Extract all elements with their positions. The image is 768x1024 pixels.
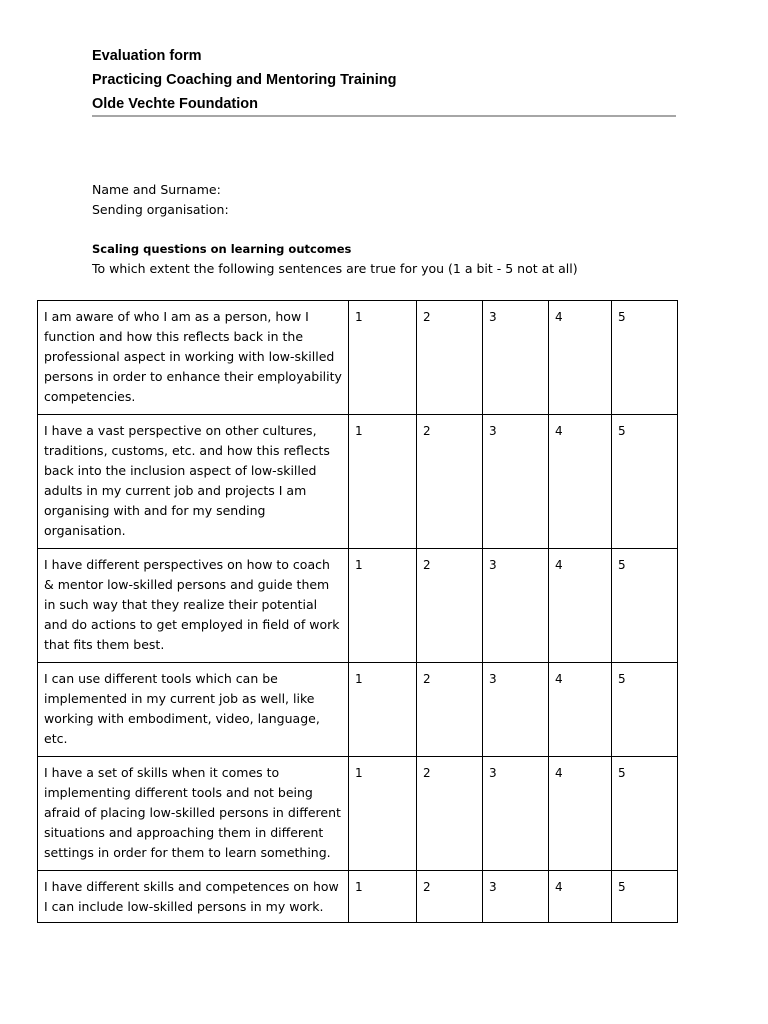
table-row: [38, 549, 678, 663]
score-cell-5[interactable]: 5: [612, 663, 678, 757]
statement-cell: I am aware of who I am as a person, how I function and how this reflects back in the professional aspect in working with low-skilled persons in order to enhance their employability competencies.: [38, 301, 349, 415]
score-cell-4[interactable]: 4: [549, 663, 612, 757]
score-cell-1[interactable]: 1: [349, 301, 417, 415]
table-row: [38, 301, 678, 415]
score-cell-5[interactable]: 5: [612, 757, 678, 871]
score-cell-3[interactable]: 3: [483, 415, 549, 549]
table-row: [38, 415, 678, 549]
statement-cell: I have different perspectives on how to coach & mentor low-skilled persons and guide them in such way that they realize their potential and do actions to get employed in field of work that fits them best.: [38, 549, 349, 663]
score-cell-3[interactable]: 3: [483, 663, 549, 757]
score-cell-2[interactable]: 2: [417, 415, 483, 549]
table-row: [38, 871, 678, 923]
score-cell-5[interactable]: 5: [612, 871, 678, 923]
score-cell-5[interactable]: 5: [612, 415, 678, 549]
section-heading: Scaling questions on learning outcomes: [92, 242, 352, 256]
organisation-title: Olde Vechte Foundation: [92, 96, 258, 112]
score-cell-2[interactable]: 2: [417, 301, 483, 415]
score-cell-4[interactable]: 4: [549, 415, 612, 549]
score-cell-4[interactable]: 4: [549, 757, 612, 871]
statement-cell: I have different skills and competences on how I can include low-skilled persons in my work.: [38, 871, 349, 923]
document-header: [92, 44, 676, 116]
score-cell-1[interactable]: 1: [349, 415, 417, 549]
header-divider: [92, 115, 676, 117]
score-cell-2[interactable]: 2: [417, 757, 483, 871]
score-cell-1[interactable]: 1: [349, 663, 417, 757]
score-cell-3[interactable]: 3: [483, 301, 549, 415]
sending-organisation-label: Sending organisation:: [92, 202, 229, 217]
score-cell-1[interactable]: 1: [349, 549, 417, 663]
score-cell-1[interactable]: 1: [349, 871, 417, 923]
score-cell-3[interactable]: 3: [483, 757, 549, 871]
statement-cell: I can use different tools which can be implemented in my current job as well, like working with embodiment, video, language, etc.: [38, 663, 349, 757]
table-row: [38, 663, 678, 757]
statement-cell: I have a set of skills when it comes to implementing different tools and not being afraid of placing low-skilled persons in different situations and approaching them in different settings in order for them to learn something.: [38, 757, 349, 871]
scaling-questions-table: [37, 300, 678, 923]
score-cell-4[interactable]: 4: [549, 549, 612, 663]
score-cell-3[interactable]: 3: [483, 871, 549, 923]
score-cell-1[interactable]: 1: [349, 757, 417, 871]
score-cell-2[interactable]: 2: [417, 871, 483, 923]
table-row: [38, 757, 678, 871]
score-cell-5[interactable]: 5: [612, 301, 678, 415]
training-title: Practicing Coaching and Mentoring Training: [92, 72, 397, 88]
form-title: Evaluation form: [92, 48, 202, 64]
score-cell-2[interactable]: 2: [417, 549, 483, 663]
participant-fields: [92, 180, 229, 220]
statement-cell: I have a vast perspective on other cultures, traditions, customs, etc. and how this reflects back into the inclusion aspect of low-skilled adults in my current job and projects I am organising with and for my sending organisation.: [38, 415, 349, 549]
score-cell-3[interactable]: 3: [483, 549, 549, 663]
name-surname-label: Name and Surname:: [92, 182, 221, 197]
score-cell-5[interactable]: 5: [612, 549, 678, 663]
score-cell-4[interactable]: 4: [549, 871, 612, 923]
score-cell-4[interactable]: 4: [549, 301, 612, 415]
score-cell-2[interactable]: 2: [417, 663, 483, 757]
section-instruction: To which extent the following sentences are true for you (1 a bit - 5 not at all): [92, 261, 578, 276]
